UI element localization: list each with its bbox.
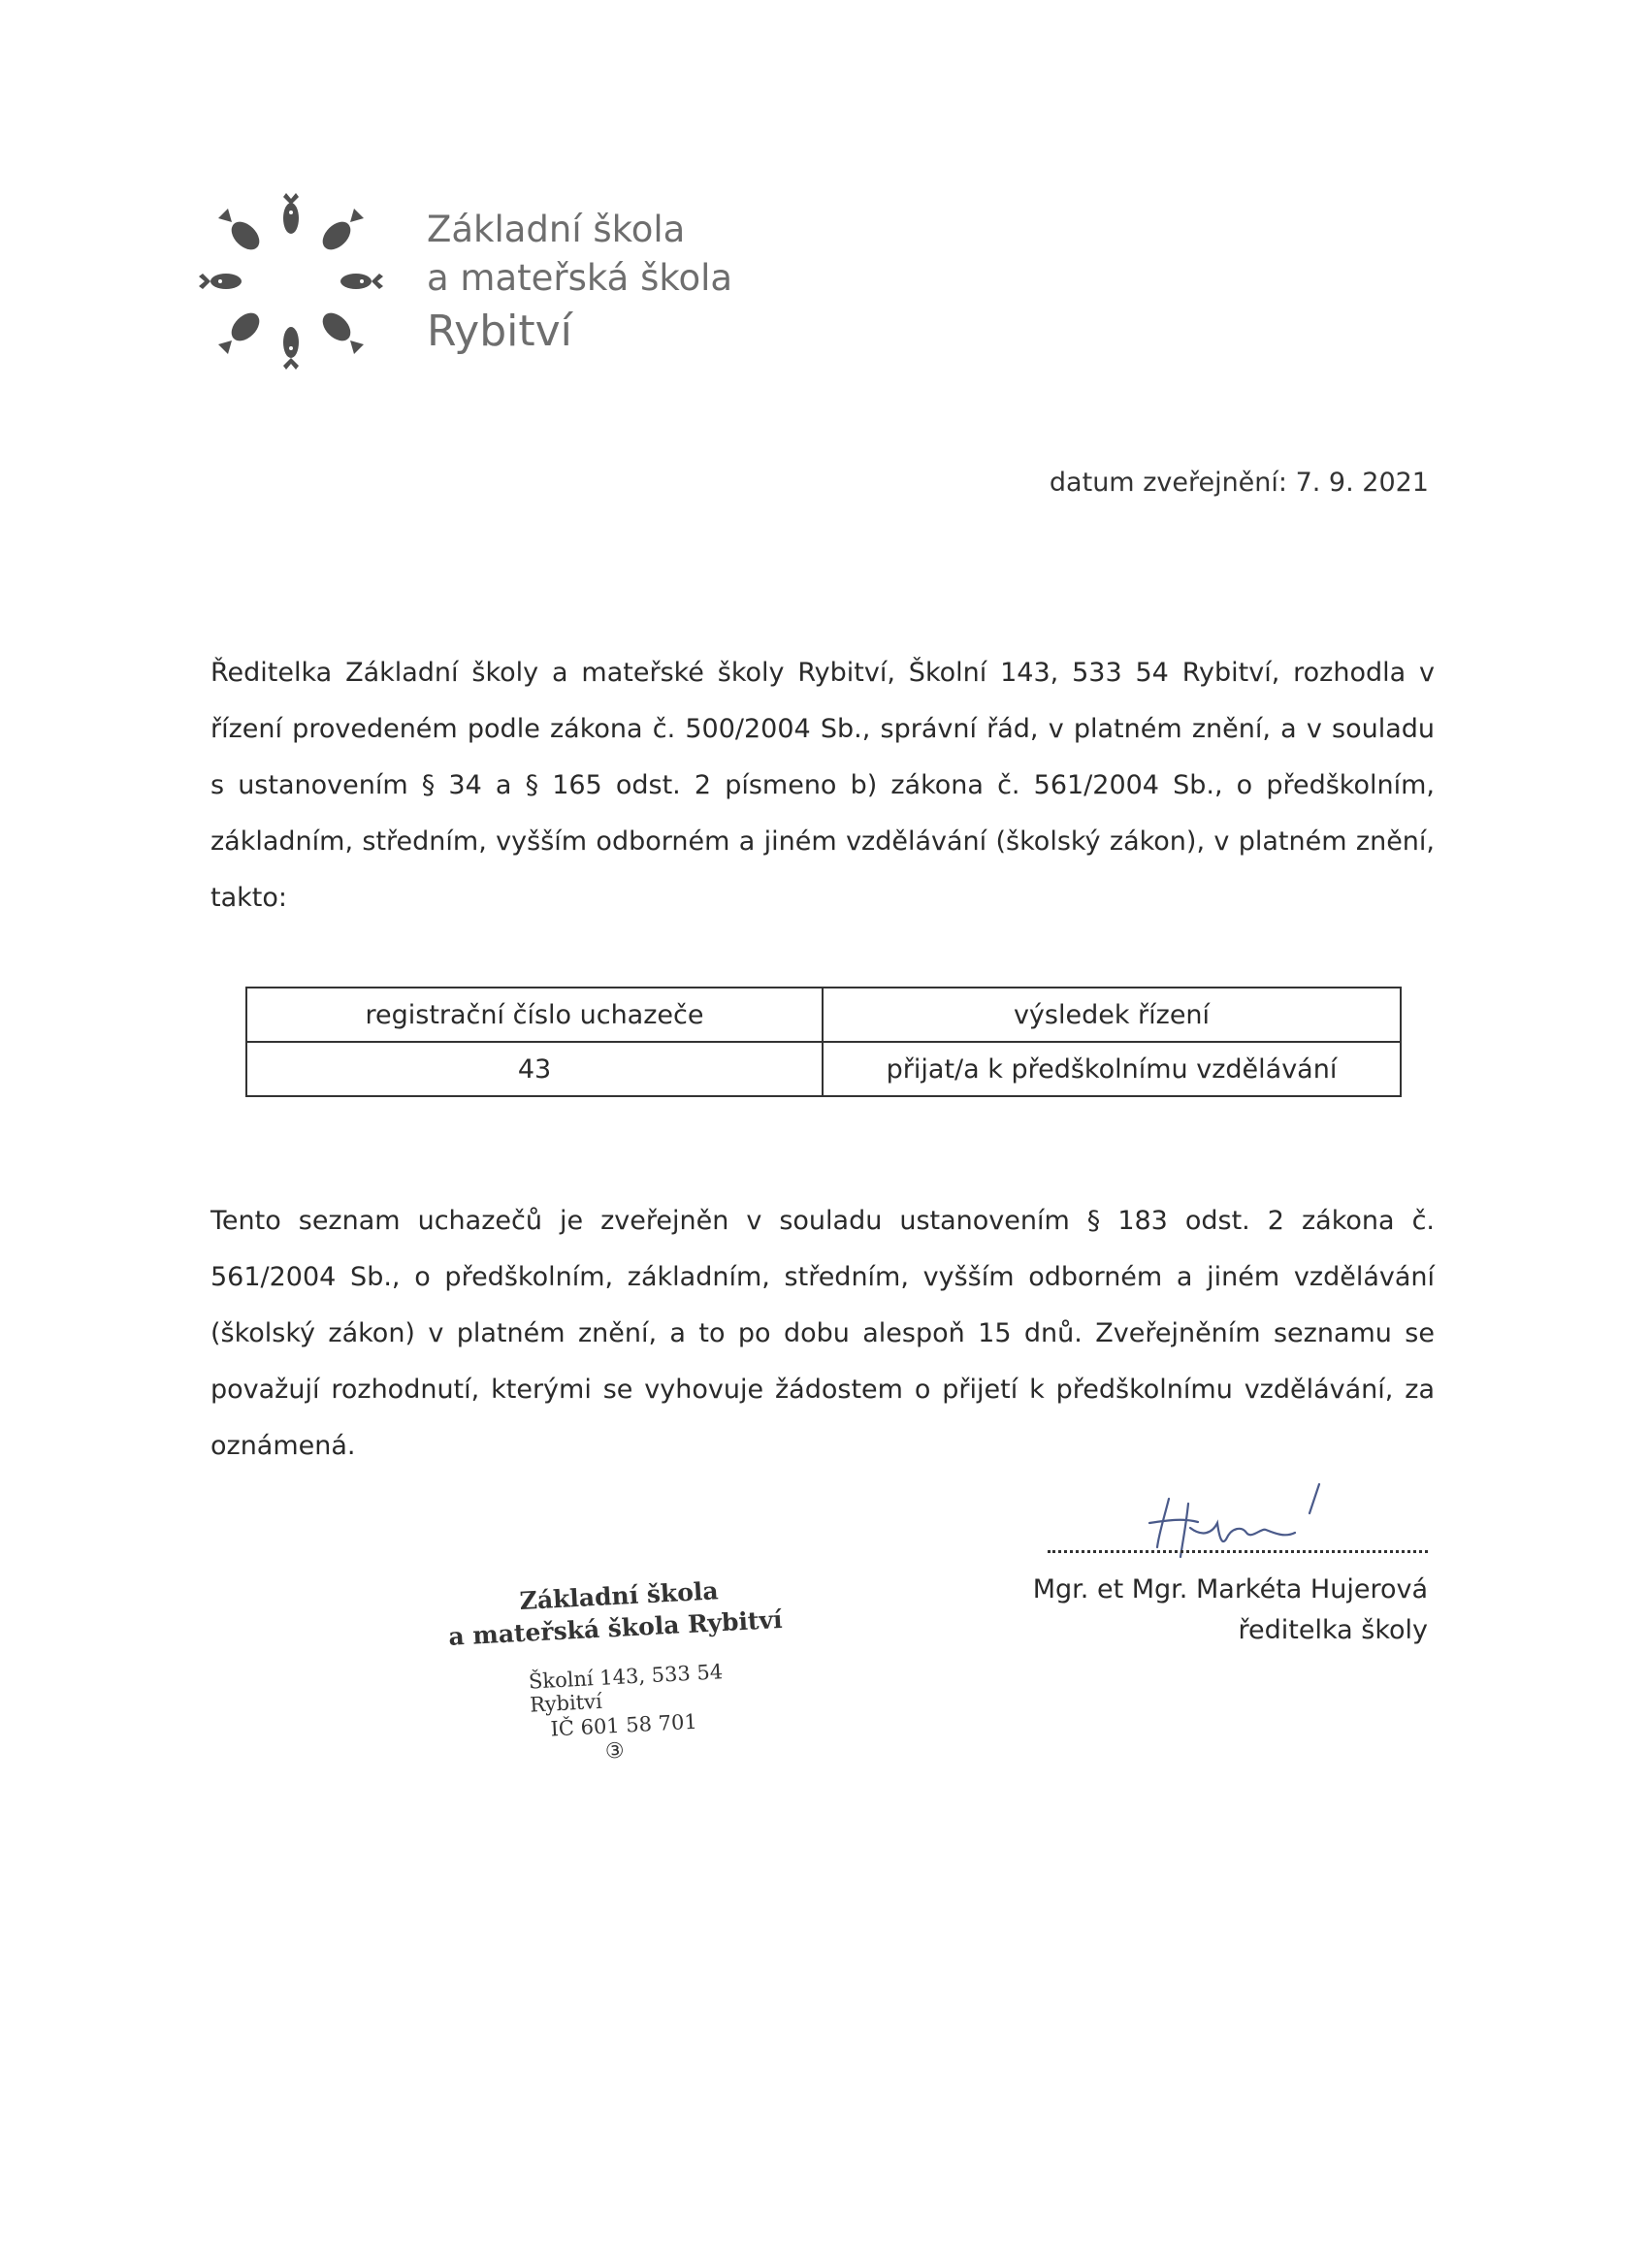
school-name-line3: Rybitví (427, 307, 572, 356)
closing-paragraph: Tento seznam uchazečů je zveřejněn v souladu ustanovením § 183 odst. 2 zákona č. 561/2004 Sb., o předškolním, základním, středním, vyšším odborném a jiném vzdělávání (školský zákon) v platném znění, a to po dobu alespoň 15 dnů. Zveřejněním seznamu se považují rozhodnutí, kterými se vyhovuje žádostem o přijetí k předškolnímu vzdělávání, za oznámená. (210, 1206, 1435, 1461)
publication-date: datum zveřejnění: 7. 9. 2021 (1049, 468, 1429, 498)
signer-block (1033, 1570, 1428, 1651)
signer-role: ředitelka školy (1238, 1615, 1428, 1645)
school-name (427, 206, 732, 361)
stamp-line5: ③ (604, 1738, 626, 1765)
cell-result: přijat/a k předškolnímu vzdělávání (823, 1042, 1401, 1096)
header-result: výsledek řízení (823, 988, 1401, 1042)
intro-paragraph: Ředitelka Základní školy a mateřské školy Rybitví, Školní 143, 533 54 Rybitví, rozhodla v řízení provedeném podle zákona č. 500/2004 Sb., správní řád, v platném znění, a v souladu s ustanovením § 34 a § 165 odst. 2 písmeno b) zákona č. 561/2004 Sb., o předškolním, základním, středním, vyšším odborném a jiném vzdělávání (školský zákon), v platném znění, takto: (210, 658, 1435, 913)
signature-line (1048, 1550, 1428, 1553)
stamp-line3: Školní 143, 533 54 Rybitví (528, 1660, 724, 1717)
school-name-line1: Základní škola (427, 209, 686, 250)
school-stamp (446, 1572, 804, 1772)
header-registration-number: registrační číslo uchazeče (246, 988, 823, 1042)
table-row (246, 1042, 1401, 1096)
school-name-line2: a mateřská škola (427, 257, 733, 299)
stamp-line4: IČ 601 58 701 (549, 1709, 698, 1741)
results-table (245, 987, 1402, 1097)
stamp-line2: a mateřská škola Rybitví (447, 1604, 784, 1651)
table-header-row (246, 988, 1401, 1042)
signer-name: Mgr. et Mgr. Markéta Hujerová (1032, 1574, 1428, 1604)
stamp-line1: Základní škola (518, 1576, 720, 1616)
handwritten-signature (1130, 1479, 1343, 1567)
cell-registration-number: 43 (246, 1042, 823, 1096)
fish-circle-logo-icon (199, 189, 383, 373)
